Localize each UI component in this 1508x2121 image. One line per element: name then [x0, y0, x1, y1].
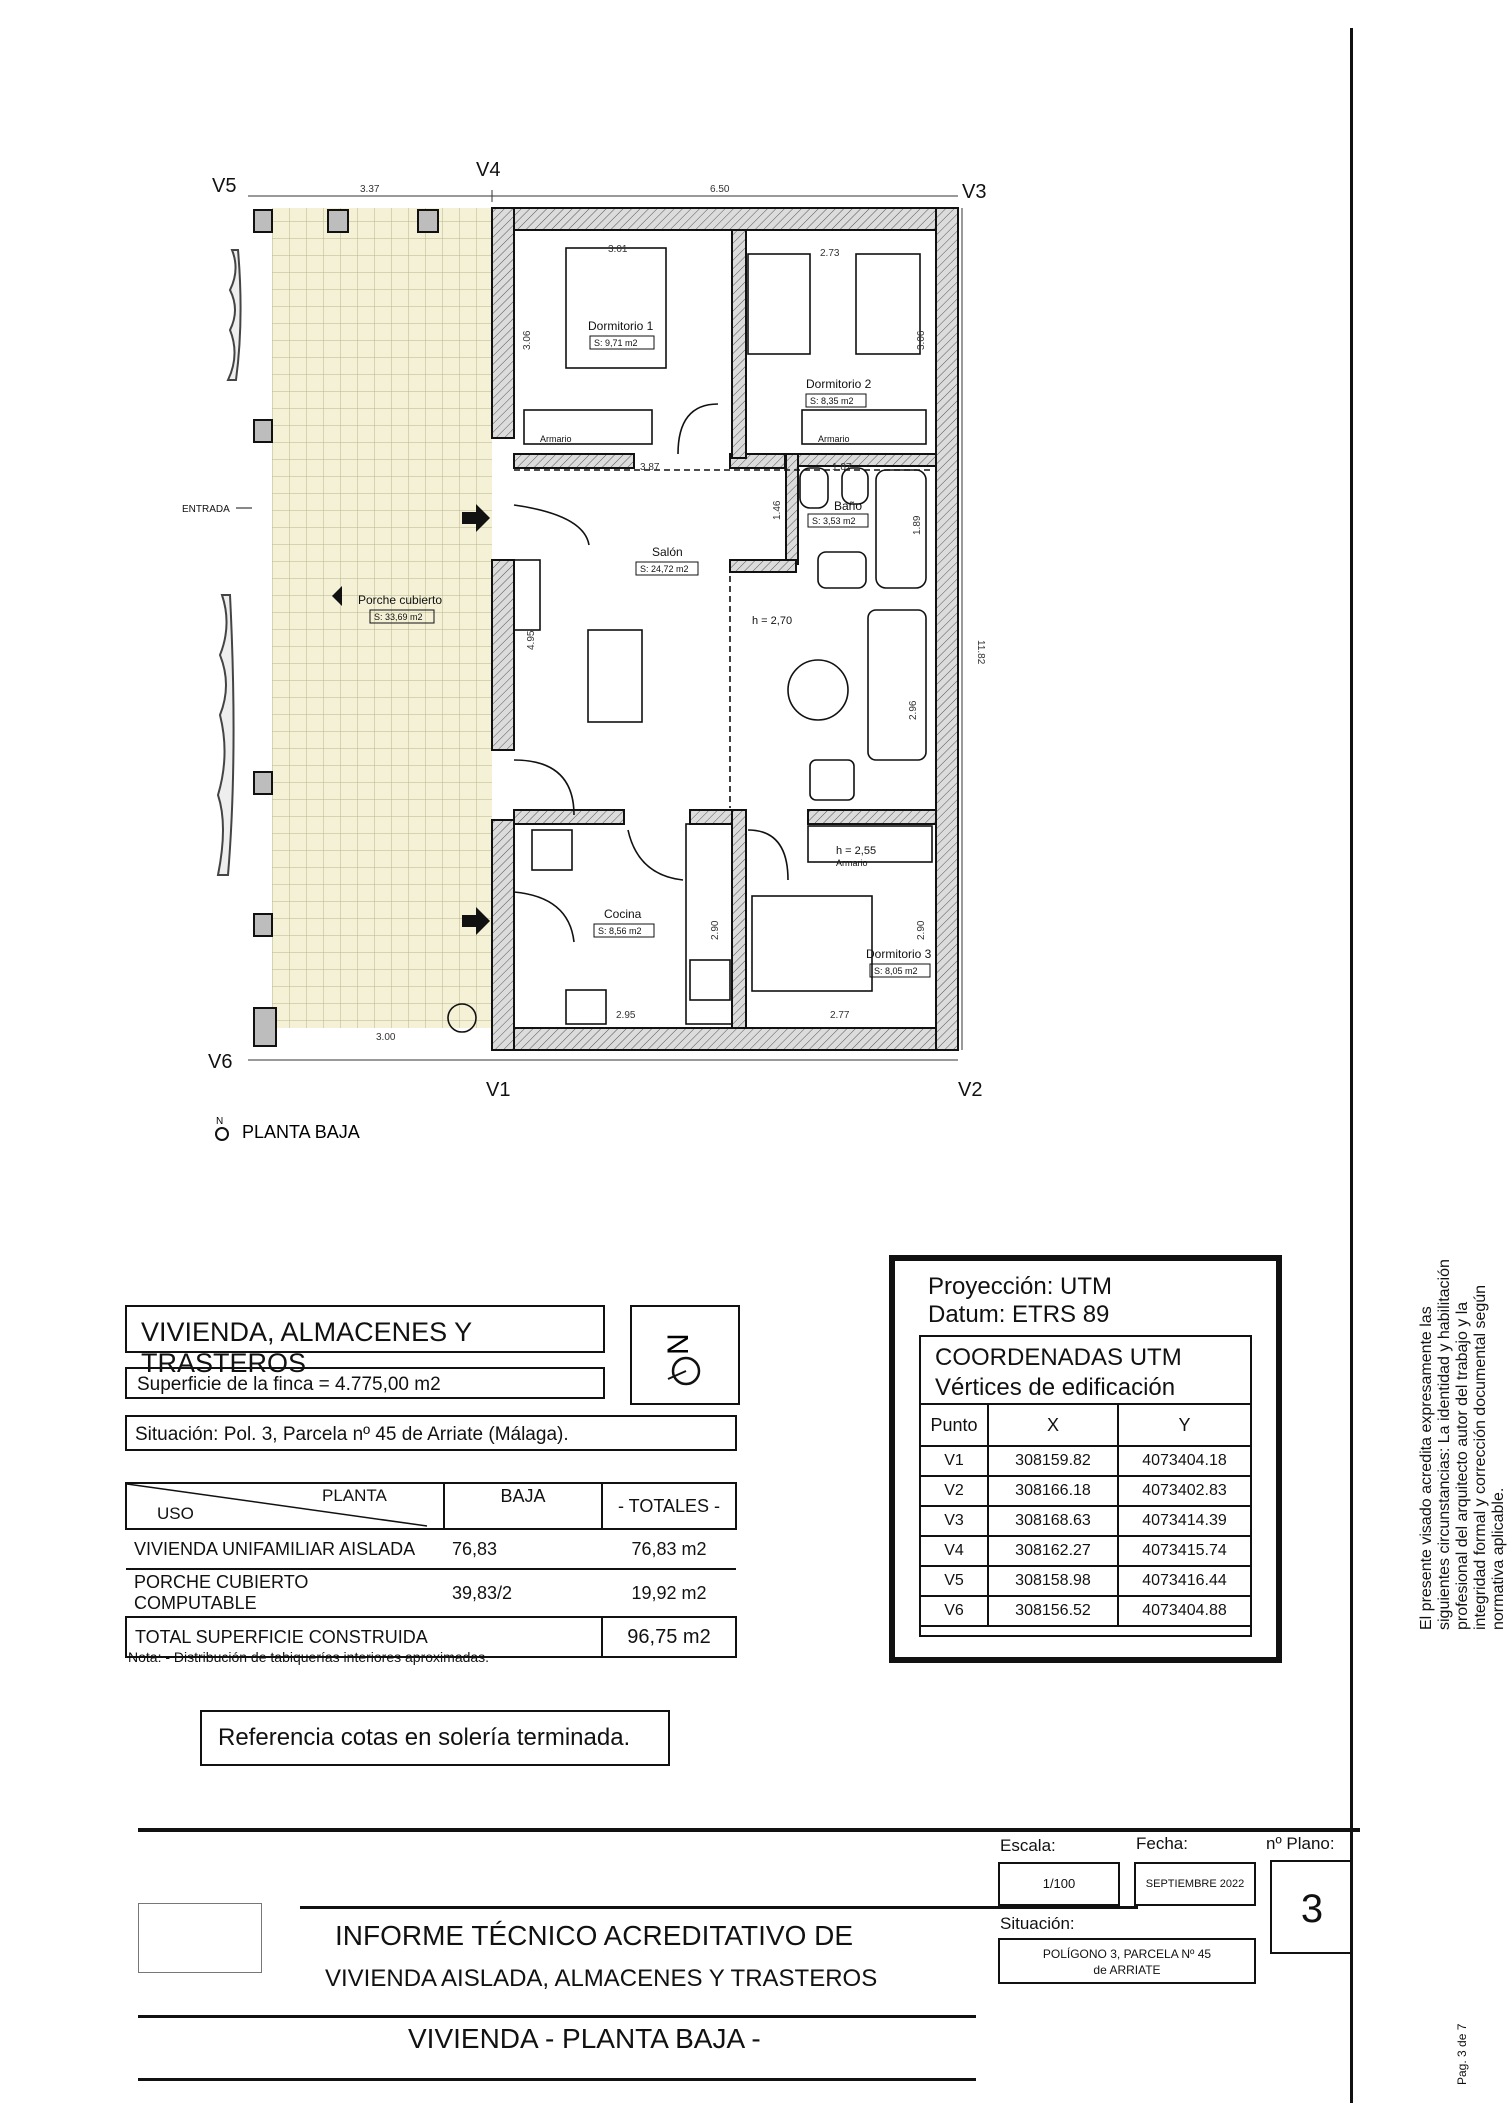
height-salon: h = 2,70 — [752, 615, 793, 627]
utm-row: V2 308166.18 4073402.83 — [920, 1476, 1251, 1506]
room-bano-name: Baño — [834, 499, 863, 513]
room-cocina-area: S: 8,56 m2 — [598, 926, 642, 936]
dim-kit-h: 2.90 — [710, 920, 721, 940]
nota-text: Nota: - Distribución de tabiquerías interiores aproximadas. — [128, 1649, 490, 1665]
tb-rule-bottom — [138, 2078, 976, 2081]
dim-kit-w: 2.95 — [616, 1010, 636, 1021]
tb-logo-box — [138, 1903, 262, 1973]
stove — [566, 990, 606, 1024]
vertex-v1: V1 — [486, 1079, 511, 1101]
dim-bath-w: 1.87 — [832, 462, 852, 473]
armchair — [810, 760, 854, 800]
tb-title-3: VIVIENDA - PLANTA BAJA - — [408, 2023, 761, 2054]
utm-row: V4 308162.27 4073415.74 — [920, 1536, 1251, 1566]
utm-box — [889, 1255, 1282, 1663]
dim-top-left: 3.37 — [360, 184, 380, 195]
dim-d3-w: 2.77 — [830, 1010, 850, 1021]
bed-dorm1 — [566, 248, 666, 368]
dim-bath-h: 1.46 — [772, 500, 783, 520]
north-icon — [216, 1128, 228, 1140]
utm-row: V6 308156.52 4073404.88 — [920, 1596, 1251, 1626]
vertex-v3: V3 — [962, 181, 987, 203]
dim-porch-w: 3.00 — [376, 1032, 396, 1043]
armario-dorm1: Armario — [540, 434, 572, 444]
fridge — [532, 830, 572, 870]
room-porche-name: Porche cubierto — [358, 593, 443, 607]
row0-baja: 76,83 — [444, 1529, 602, 1569]
row1-baja: 39,83/2 — [444, 1569, 602, 1617]
row0-total: 76,83 m2 — [602, 1529, 736, 1569]
sofa — [868, 610, 926, 760]
dim-right-total: 11.82 — [975, 640, 986, 665]
tv-unit — [514, 560, 540, 630]
armario-dorm3: Armario — [836, 858, 868, 868]
toilet — [800, 468, 828, 508]
areas-table — [125, 1482, 737, 1658]
room-cocina-name: Cocina — [604, 907, 642, 921]
header-totales: - TOTALES - — [602, 1483, 736, 1529]
coffee-table — [788, 660, 848, 720]
door-arc-entry — [514, 505, 589, 545]
utm-datum: Datum: ETRS 89 — [928, 1301, 1110, 1328]
situacion-value-2: de ARRIATE — [1093, 1963, 1161, 1977]
bed-dorm3 — [752, 896, 872, 991]
utm-inner-box — [919, 1335, 1252, 1637]
summary-north-box — [630, 1305, 740, 1405]
plano-label: nº Plano: — [1266, 1834, 1335, 1853]
fecha-value: SEPTIEMBRE 2022 — [1134, 1862, 1256, 1906]
dining-table — [588, 630, 642, 722]
areas-row-1 — [126, 1569, 736, 1617]
summary-title: VIVIENDA, ALMACENES Y TRASTEROS — [125, 1305, 605, 1353]
vertex-v2: V2 — [958, 1079, 983, 1101]
row0-uso: VIVIENDA UNIFAMILIAR AISLADA — [126, 1529, 444, 1569]
dim-d1-h: 3.06 — [522, 330, 533, 350]
room-dorm3-area: S: 8,05 m2 — [874, 966, 918, 976]
row1-uso: PORCHE CUBIERTO COMPUTABLE — [126, 1569, 444, 1617]
situacion-value — [998, 1938, 1256, 1984]
bed-dorm2-b — [856, 254, 920, 354]
dim-d2-w: 2.73 — [820, 248, 840, 259]
dim-living-h: 2.96 — [908, 700, 919, 720]
plano-value: 3 — [1270, 1860, 1352, 1954]
utm-vertices-title: Vértices de edificación — [935, 1374, 1176, 1401]
utm-h-y: Y — [1118, 1404, 1251, 1446]
room-dorm1-area: S: 9,71 m2 — [594, 338, 638, 348]
room-dorm1-name: Dormitorio 1 — [588, 319, 654, 333]
utm-row: V5 308158.98 4073416.44 — [920, 1566, 1251, 1596]
summary-situacion: Situación: Pol. 3, Parcela nº 45 de Arriate (Málaga). — [125, 1415, 737, 1451]
kitchen-counter — [686, 824, 732, 1024]
total-value: 96,75 m2 — [602, 1617, 736, 1657]
visado-note: El presente visado acredita expresamente las siguientes circunstancias: La identidad y habilitación profesional del arquitecto autor del trabajo y la integridad formal y corrección documental según normativa aplicable. — [1418, 1259, 1507, 1630]
tb-rule-top — [138, 1828, 1360, 1832]
header-planta: PLANTA — [322, 1486, 387, 1505]
room-dorm2-area: S: 8,35 m2 — [810, 396, 854, 406]
room-salon-name: Salón — [652, 545, 683, 559]
room-dorm2-name: Dormitorio 2 — [806, 377, 872, 391]
dim-salon-h: 4.95 — [526, 630, 537, 650]
vertex-v4: V4 — [476, 159, 501, 181]
areas-row-0 — [126, 1529, 736, 1569]
utm-proyeccion: Proyección: UTM — [928, 1273, 1113, 1300]
row1-total: 19,92 m2 — [602, 1569, 736, 1617]
utm-h-punto: Punto — [920, 1404, 988, 1446]
room-salon-area: S: 24,72 m2 — [640, 564, 689, 574]
door-arc-dorm1 — [678, 404, 718, 454]
escala-value: 1/100 — [998, 1862, 1120, 1906]
situacion-value-1: POLÍGONO 3, PARCELA Nº 45 — [1042, 1947, 1212, 1961]
dim-d3-h: 2.90 — [916, 920, 927, 940]
frame-right-line — [1350, 28, 1353, 2103]
utm-header-row — [920, 1404, 1251, 1446]
utm-row: V3 308168.63 4073414.39 — [920, 1506, 1251, 1536]
escala-label: Escala: — [1000, 1836, 1056, 1855]
fecha-label: Fecha: — [1136, 1834, 1188, 1853]
tb-rule-mid — [300, 1906, 1138, 1909]
vertex-v5: V5 — [212, 175, 237, 197]
door-arc-kitchen — [514, 892, 574, 942]
referencia-box: Referencia cotas en solería terminada. — [200, 1710, 670, 1766]
washbasin — [818, 552, 866, 588]
dim-d2-h: 3.06 — [916, 330, 927, 350]
door-arc-kitchen2 — [628, 830, 683, 880]
floor-plan — [0, 0, 1340, 1140]
entrada-label: ENTRADA — [182, 504, 230, 515]
north-letter: N — [216, 1116, 224, 1127]
page-number: Pag. 3 de 7 — [1455, 2023, 1469, 2085]
plan-caption: PLANTA BAJA — [242, 1122, 360, 1142]
sink — [690, 960, 730, 1000]
dim-top-right: 6.50 — [710, 184, 730, 195]
height-hall: h = 2,55 — [836, 845, 877, 857]
room-porche-area: S: 33,69 m2 — [374, 612, 423, 622]
utm-coord-title: COORDENADAS UTM — [935, 1344, 1182, 1371]
north-arrow-icon — [632, 1307, 738, 1403]
areas-header-row — [126, 1483, 736, 1529]
door-arc-stairs — [514, 760, 574, 815]
tb-rule-mid2 — [138, 2015, 976, 2018]
bed-dorm2-a — [748, 254, 810, 354]
dim-hall-w: 3.87 — [640, 462, 660, 473]
tb-title-2: VIVIENDA AISLADA, ALMACENES Y TRASTEROS — [325, 1965, 878, 1992]
utm-row: V1 308159.82 4073404.18 — [920, 1446, 1251, 1476]
dim-d1-w: 3.01 — [608, 244, 628, 255]
utm-table — [919, 1403, 1252, 1627]
header-uso: USO — [157, 1504, 194, 1523]
summary-finca: Superficie de la finca = 4.775,00 m2 — [125, 1367, 605, 1399]
room-dorm3-name: Dormitorio 3 — [866, 947, 932, 961]
svg-text:N: N — [662, 1333, 695, 1355]
utm-h-x: X — [988, 1404, 1118, 1446]
header-baja: BAJA — [444, 1483, 602, 1529]
house-walls — [492, 208, 958, 1050]
total-label: TOTAL SUPERFICIE CONSTRUIDA — [126, 1617, 602, 1657]
door-arc-dorm3 — [748, 830, 788, 880]
situacion-label: Situación: — [1000, 1914, 1075, 1933]
hedge-lower — [218, 595, 234, 875]
dim-bath-tub: 1.89 — [912, 515, 923, 535]
hedge-upper — [228, 250, 241, 380]
room-bano-area: S: 3,53 m2 — [812, 516, 856, 526]
vertex-v6: V6 — [208, 1051, 233, 1073]
tb-title-1: INFORME TÉCNICO ACREDITATIVO DE — [335, 1920, 854, 1951]
armario-dorm2: Armario — [818, 434, 850, 444]
